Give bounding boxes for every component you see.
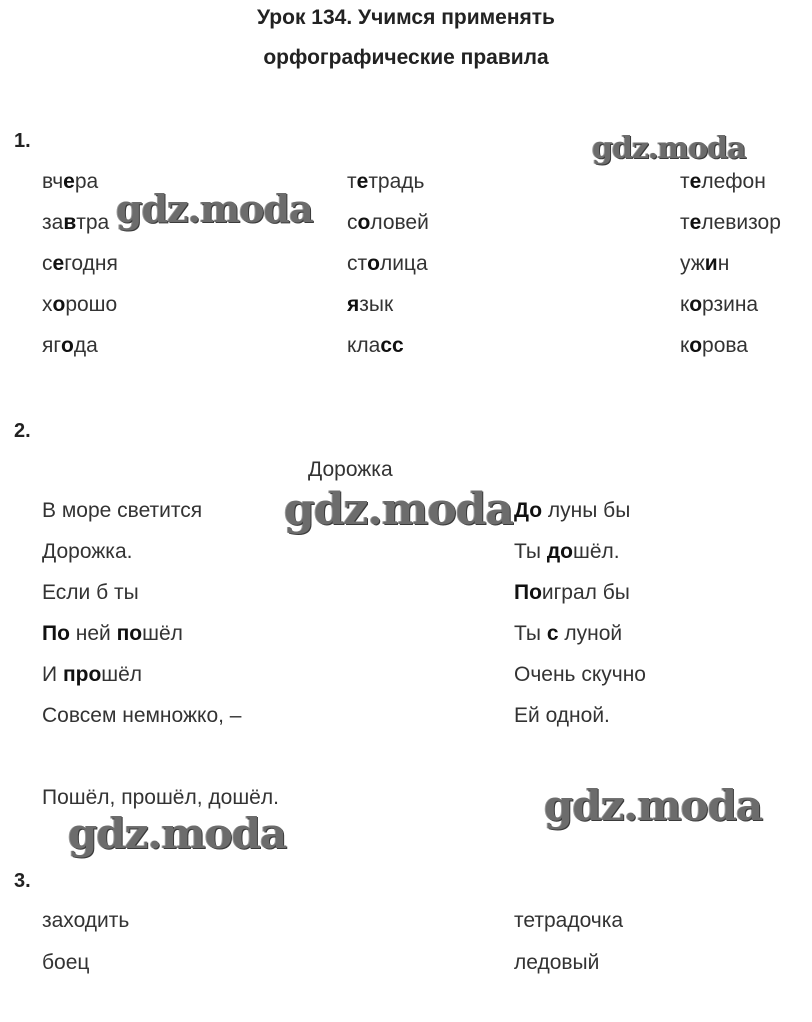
word: боец [42,951,90,974]
poem-line: Ты дошёл. [514,540,620,563]
poem-line: Очень скучно [514,663,646,686]
watermark: gdz.moda [544,781,763,830]
word: ледовый [514,951,600,974]
word: ужин [680,252,730,275]
word: заходить [42,909,130,932]
poem-line: Совсем немножко, – [42,704,242,727]
page-title-line2: орфографические правила [263,46,549,69]
word: столица [347,252,428,275]
poem-line: В море светится [42,499,203,522]
word: телефон [680,170,766,193]
watermark: gdz.moda [116,186,313,231]
word: хорошо [42,293,118,316]
poem-title: Дорожка [308,458,393,481]
page-title-line1: Урок 134. Учимся применять [257,6,555,29]
word: класс [347,334,404,357]
word: сегодня [42,252,118,275]
word: соловей [347,211,429,234]
poem-line: По ней пошёл [42,622,183,645]
word: язык [347,293,394,316]
word: завтра [42,211,110,234]
word: ягода [42,334,98,357]
watermark: gdz.moda [592,131,746,166]
poem-line: Дорожка. [42,540,133,563]
section-3-number: 3. [14,870,31,892]
section-2-number: 2. [14,420,31,442]
poem-line: Поиграл бы [514,581,630,604]
poem-line: Если б ты [42,581,139,604]
poem-line: Ей одной. [514,704,610,727]
poem-ending: Пошёл, прошёл, дошёл. [42,786,279,809]
word: корова [680,334,748,357]
section-1-number: 1. [14,130,31,152]
word: тетрадочка [514,909,624,932]
word: телевизор [680,211,781,234]
word: вчера [42,170,99,193]
poem-line: И прошёл [42,663,143,686]
watermark: gdz.moda [284,484,514,535]
word: тетрадь [347,170,425,193]
word: корзина [680,293,759,316]
poem-line: Ты с луной [514,622,623,645]
poem-line: До луны бы [514,499,631,522]
watermark: gdz.moda [68,809,287,858]
